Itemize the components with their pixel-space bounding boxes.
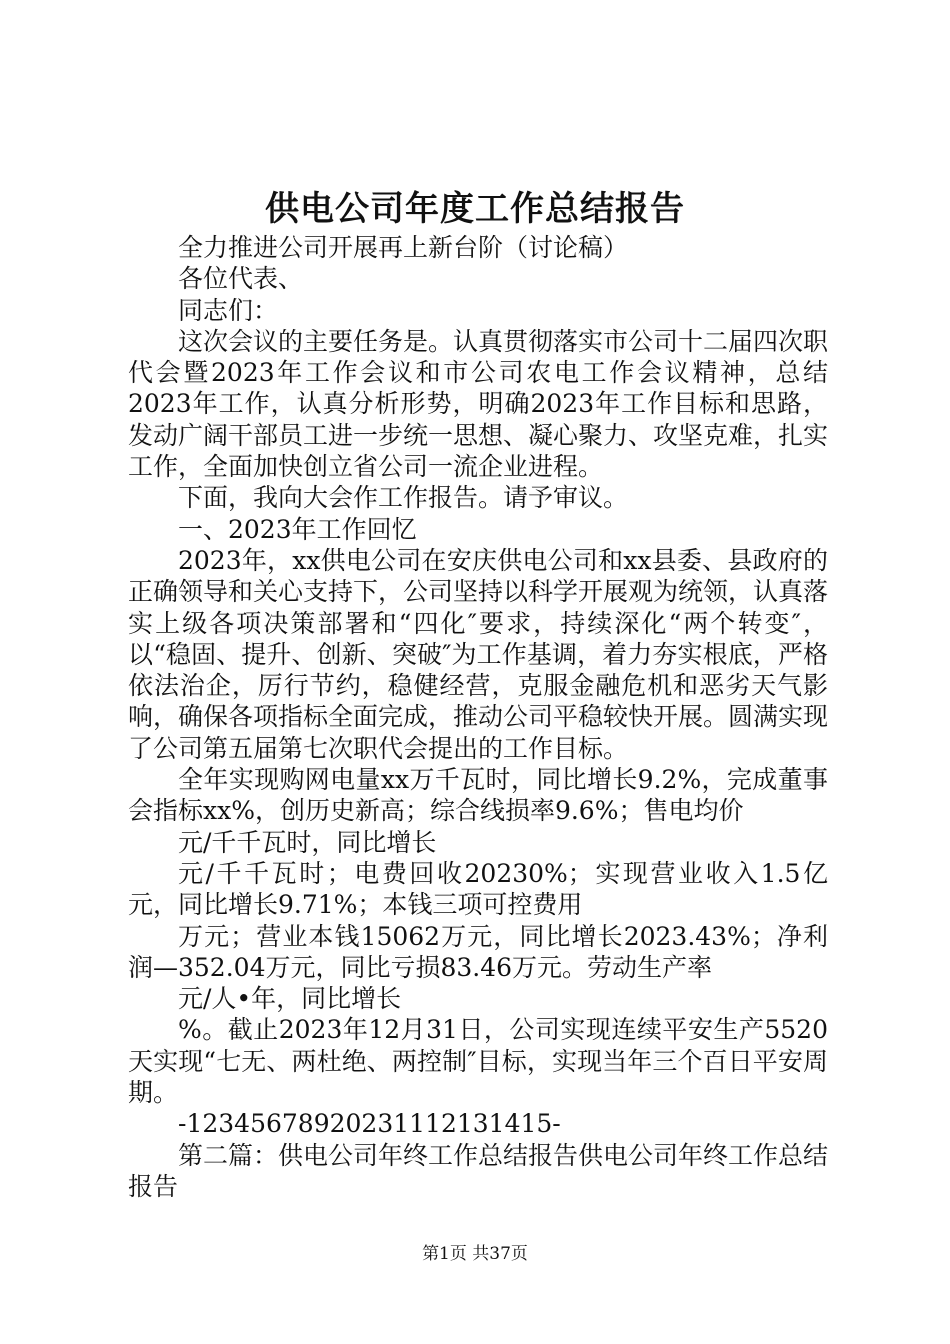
body-paragraph: 元/千千瓦时，同比增长 <box>178 827 437 857</box>
subtitle-paragraph: 全力推进公司开展再上新台阶（讨论稿） <box>178 233 629 262</box>
body-paragraph: 元/人•年，同比增长 <box>178 984 402 1014</box>
body-paragraph: 下面，我向大会作工作报告。请予审议。 <box>178 483 629 513</box>
page-footer: 第1页 共37页 <box>422 1244 528 1264</box>
body-paragraph: 元/千千瓦时；电费回收20230%；实现营业收入1.5亿元，同比增长9.71%；本钱三项可控费用 <box>128 858 828 920</box>
body-paragraph: %。截止2023年12月31日，公司实现连续平安生产5520天实现“七无、两杜绝、两控制″目标，实现当年三个百日平安周期。 <box>128 1015 828 1108</box>
document-body <box>128 232 828 1202</box>
next-chapter-heading: 第二篇：供电公司年终工作总结报告供电公司年终工作总结报告 <box>128 1140 829 1201</box>
salutation-paragraph: 同志们： <box>178 295 279 325</box>
body-paragraph: 万元；营业本钱15062万元，同比增长2023.43%；净利润—352.04万元，同比亏损83.46万元。劳动生产率 <box>128 921 828 982</box>
page-number-line: -12345678920231112131415- <box>178 1109 561 1139</box>
body-paragraph: 这次会议的主要任务是。认真贯彻落实市公司十二届四次职代会暨2023年工作会议和市公司农电工作会议精神，总结2023年工作，认真分析形势，明确2023年工作目标和思路，发动广阔干部员工进一步统一思想、凝心聚力、攻坚克难，扎实工作，全面加快创立省公司一流企业进程。 <box>128 326 829 482</box>
salutation-paragraph: 各位代表、 <box>178 264 304 294</box>
section-heading: 一、2023年工作回忆 <box>178 514 417 544</box>
body-paragraph: 全年实现购网电量xx万千瓦时，同比增长9.2%，完成董事会指标xx%，创历史新高；综合线损率9.6%；售电均价 <box>128 765 828 826</box>
body-paragraph: 2023年，xx供电公司在安庆供电公司和xx县委、县政府的正确领导和关心支持下，公司坚持以科学开展观为统领，认真落实上级各项决策部署和“四化″要求，持续深化“两个转变″，以“稳固、提升、创新、突破″为工作基调，着力夯实根底，严格依法治企，厉行节约，稳健经营，克服金融危机和恶劣天气影响，确保各项指标全面完成，推动公司平稳较快开展。圆满实现了公司第五届第七次职代会提出的工作目标。 <box>128 545 829 763</box>
document-title: 供电公司年度工作总结报告 <box>265 189 685 229</box>
